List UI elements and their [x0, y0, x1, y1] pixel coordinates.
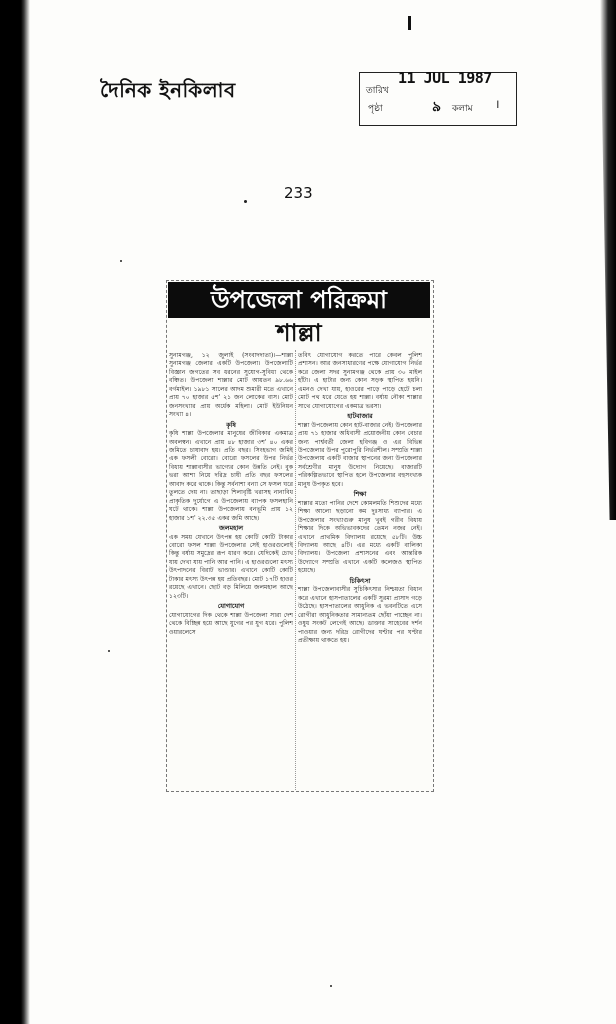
scan-left-edge-shadow: [0, 0, 30, 1024]
scan-speck: [120, 260, 122, 262]
date-stamp: [359, 69, 517, 126]
stamp-date-label: তারিখ: [366, 86, 389, 96]
stamp-column-number: ।: [495, 97, 500, 111]
archive-file-number: 233: [284, 184, 313, 202]
article-paragraph: শাল্লার মতো পানির দেশে কোমলমতি শিশুদের মধ্যে শিক্ষা আলো ছড়ানো কম দুঃসাধ্য ব্যাপার। এ উপজেলার সংখ্যাগুরু মানুষ খুবই গরীব বিধায় শিক্ষার দিকে অভিভাবকদের তেমন নজর নেই। এখানে প্রাথমিক বিদ্যালয় রয়েছে ৫৮টি। উচ্চ বিদ্যালয় আছে ৪টি। এর মধ্যে একটি বালিকা বিদ্যালয়। উপজেলা প্রশাসনের এবং আন্তরিক উদ্যোগে সম্প্রতি এখানে একটি কলেজও স্থাপিত হয়েছে।: [298, 499, 422, 575]
article-paragraph: কৃষি শাল্লা উপজেলার মানুষের জীবিকার একমাত্র অবলম্বন। এখানে প্রায় ৪৮ হাজার ৩শ' ৪০ একর জমিতে চাষাবাদ হয়। প্রতি বছর। সিংহভাগ জমিই এক ফসলী বোরো। বোরো ফসলের উপর নির্ভর বিধায় শাল্লাবাসীর ভাগ্যের কোন উন্নতি নেই। বুক ভরা আশা নিয়ে দরিদ্র চাষী প্রতি বছর ফসলের আবাদ করে থাকে। কিন্তু সর্বনাশা বন্যা সে ফসল ঘরে তুলতে দেয় না। তাছাড়া শিলাবৃষ্টি খরাসহ নানাবিধ প্রাকৃতিক দুর্যোগে এ উপজেলায় ব্যাপক ফসলহানি ঘটে থাকে। শাল্লা উপজেলায় বনভূমি প্রায় ১২ হাজার ১শ' ২২.৩৫ একর জমি আছে।: [169, 430, 293, 522]
article-paragraph: শাল্লা উপজেলায় কোন হাট-বাজার নেই। উপজেলার প্রায় ৭১ হাজার অধিবাসী প্রয়োজনীয় কোন বেচার জন্য পার্শ্ববর্তী জেলা হবিগঞ্জ ও এর বিভিন্ন উপজেলার উপর পুরোপুরি নির্ভরশীল। সম্প্রতি শাল্লা উপজেলায় একটি বাজার স্থাপনের জন্য উপজেলার সর্বশ্রেণীর মানুষ উদ্যোগ নিয়েছে। বাজারটি পরিকল্পিতভাবে স্থাপিত হলে উপজেলার বহুসংখ্যক মানুষ উপকৃত হবে।: [298, 421, 422, 488]
article-column-right: [298, 352, 422, 645]
scan-speck: [244, 200, 247, 203]
section-heading: যোগাযোগ: [217, 602, 245, 611]
article-paragraph: তবিৎ যোগাযোগ করতে পারে কেবল পুলিশ প্রশাসন। আর জনসাধারণের পক্ষে যোগাযোগ নির্ভর করে জেলা সদর সুনামগঞ্জ থেকে প্রায় ৩০ মাইল হাঁটা। এ হাটার জন্য কোন সড়ক স্থাপিত হয়নি। এমনও দেখা যায়, হাওরের পাড়ে পাড়ে হেটে চলা মোট পথ ধরে যেতে হয় শাল্লা। বর্ষায় নৌকা শাল্লার সাথে যোগাযোগের একমাত্র ভরসা।: [298, 352, 422, 410]
scan-speck: [330, 985, 332, 987]
column-divider: [295, 350, 296, 790]
section-heading: চিকিৎসা: [349, 576, 371, 585]
article-column-left: [169, 352, 293, 637]
scan-right-edge-shadow: [600, 0, 616, 520]
scan-speck: [108, 650, 110, 652]
scan-mark: [408, 16, 411, 30]
article-paragraph: যোগাযোগের দিক থেকে শাল্লা উপজেলা সারা দেশ থেকে বিচ্ছিন্ন হয়ে আছে যুগের পর যুগ ধরে। পুলিশ ওয়ারলেসে: [169, 611, 293, 636]
section-heading: জলমহাল: [218, 524, 243, 533]
article-paragraph: সুনামগঞ্জ, ১২ জুলাই (সংবাদদাতা)।—শাল্লা সুনামগঞ্জ জেলার একটি উপজেলা। উপজেলাটি বিজ্ঞান জগতের সব ধরনের সুযোগ-সুবিধা থেকে বঞ্চিত। উপজেলা শাল্লার মোট আয়তন ৯৮.৬৬ বর্গমাইল। ১৯৮১ সালের আদম শুমারী মতে এখানে প্রায় ৭০ হাজার ৫শ' ২১ জন লোকের বাস। মোট জনসংখ্যার প্রায় অর্ধেক মহিলা। মোট ইউনিয়ন সংখ্যা ৪।: [169, 352, 293, 419]
stamp-page-number: ৯: [432, 99, 442, 115]
section-heading: কৃষি: [226, 420, 236, 429]
clipping-subtitle: শাল্লা: [276, 319, 322, 347]
section-heading: হাটবাজার: [347, 412, 373, 421]
section-heading: শিক্ষা: [353, 490, 367, 499]
stamp-date: 11 JUL 1987: [398, 69, 492, 87]
newspaper-masthead: দৈনিক ইনকিলাব: [100, 78, 236, 102]
stamp-page-label: পৃষ্ঠা: [368, 104, 383, 114]
stamp-column-label: কলাম: [452, 104, 473, 114]
article-paragraph: এক সময় যেখানে উৎপন্ন হয় কোটি কোটি টাকার বোরো ফসল শাল্লা উপজেলার সেই হাওরগুলোই কিন্তু বর্ষায় সমুদ্রের রূপ ধারণ করে। যেদিকেই চোখ যায় দেখা যায় পানি আর পানি। এ হাওরগুলো মৎস্য উৎপাদনের বিরাট ভাণ্ডার। এখানে কোটি কোটি টাকার মৎস্য উৎপন্ন হয় প্রতিবছর। মোট ১৭টি হাওর রয়েছে এখানে। ছোট বড় মিলিয়ে জলমহাল আছে ১২৩টি।: [169, 533, 293, 600]
clipping-banner: উপজেলা পরিক্রমা: [168, 282, 430, 318]
article-paragraph: শাল্লা উপজেলাবাসীর সুচিকিৎসার নিশ্চয়তা বিধান করে এখানে হাসপাতালের একটি সুরম্য প্রাসাদ গড়ে উঠেছে। হাসপাতালের আধুনিক এ ভবনটিতে এসে রোগীরা আধুনিকতার সামান্যতম ছোঁয়া পাচ্ছেন না। ওষুধ সংকট লেগেই আছে। ডাক্তার সাহেবের দর্শন পাওয়ার জন্য দরিদ্র রোগীদের ঘণ্টার পর ঘণ্টার প্রতীক্ষায় থাকতে হয়।: [298, 586, 422, 644]
